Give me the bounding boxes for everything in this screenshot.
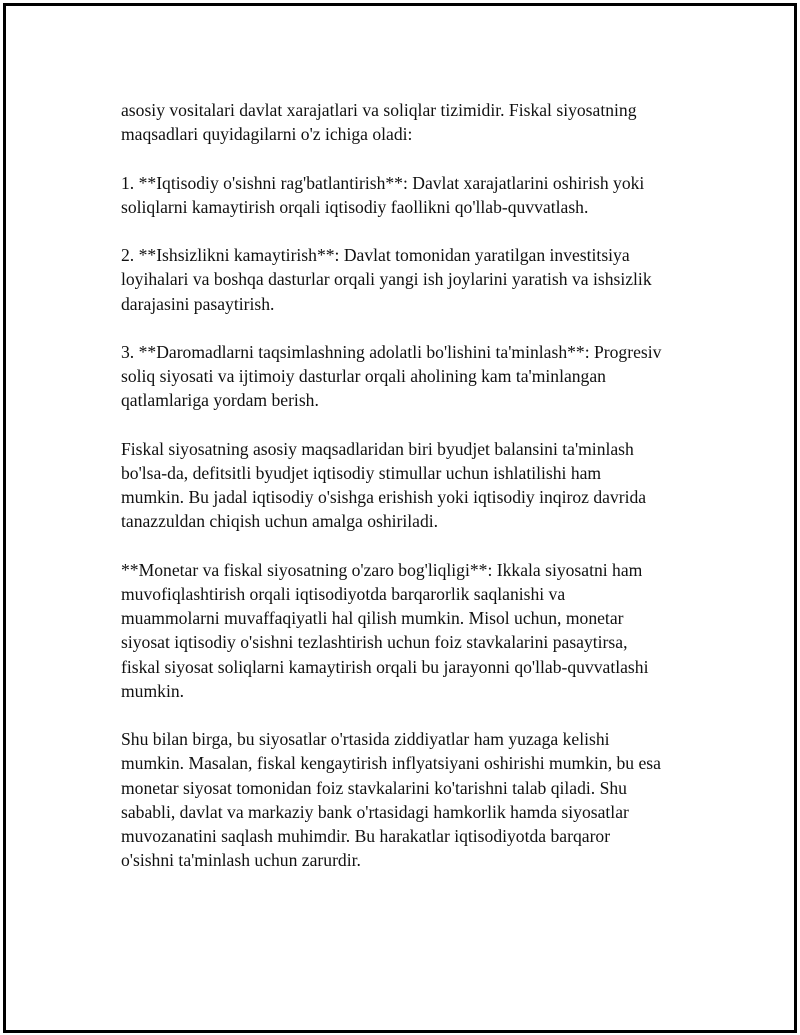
text-line: mumkin. xyxy=(121,680,185,701)
text-line: fiskal siyosat soliqlarni kamaytirish orqali bu jarayonni qo'llab-quvvatlashi xyxy=(121,656,649,677)
text-line: asosiy vositalari davlat xarajatlari va soliqlar tizimidir. Fiskal siyosatning xyxy=(121,100,637,120)
text-line: 1. **Iqtisodiy o'sishni rag'batlantirish**: Davlat xarajatlarini oshirish yoki xyxy=(121,172,645,193)
page-frame xyxy=(3,3,797,1033)
text-line: tanazzuldan chiqish uchun amalga oshiriladi. xyxy=(121,511,439,532)
text-line: soliqlarni kamaytirish orqali iqtisodiy faollikni qo'llab-quvvatlash. xyxy=(121,196,589,217)
paragraph-budget xyxy=(121,437,701,534)
text-line: muvofiqlashtirish orqali iqtisodiyotda barqarorlik saqlanishi va xyxy=(121,583,566,604)
text-line: o'sishni ta'minlash uchun zarurdir. xyxy=(121,850,361,871)
text-line: monetar siyosat tomonidan foiz stavkalarini ko'tarishni talab qiladi. Shu xyxy=(121,777,627,798)
text-line: muammolarni muvaffaqiyatli hal qilish mumkin. Misol uchun, monetar xyxy=(121,608,624,629)
paragraph-intro xyxy=(121,98,701,146)
paragraph-interdependence xyxy=(121,558,701,703)
paragraph-item-1 xyxy=(121,171,701,219)
text-line: muvozanatini saqlash muhimdir. Bu harakatlar iqtisodiyotda barqaror xyxy=(121,826,611,846)
text-line: soliq siyosati va ijtimoiy dasturlar orqali aholining kam ta'minlangan xyxy=(121,366,606,387)
text-line: darajasini pasaytirish. xyxy=(121,293,275,314)
text-line: mumkin. Bu jadal iqtisodiy o'sishga erishish yoki iqtisodiy inqiroz davrida xyxy=(121,487,647,508)
text-line: **Monetar va fiskal siyosatning o'zaro bog'liqligi**: Ikkala siyosatni ham xyxy=(121,559,643,580)
text-line: mumkin. Masalan, fiskal kengaytirish inflyatsiyani oshirishi mumkin, bu esa xyxy=(121,753,661,774)
text-line: 2. **Ishsizlikni kamaytirish**: Davlat tomonidan yaratilgan investitsiya xyxy=(121,245,630,266)
text-line: Shu bilan birga, bu siyosatlar o'rtasida ziddiyatlar ham yuzaga kelishi xyxy=(121,729,610,750)
document-body xyxy=(121,98,701,897)
text-line: loyihalari va boshqa dasturlar orqali yangi ish joylarini yaratish va ishsizlik xyxy=(121,269,652,290)
text-line: 3. **Daromadlarni taqsimlashning adolatli bo'lishini ta'minlash**: Progresiv xyxy=(121,341,662,362)
paragraph-item-2 xyxy=(121,243,701,316)
text-line: bo'lsa-da, defitsitli byudjet iqtisodiy stimullar uchun ishlatilishi ham xyxy=(121,462,602,483)
text-line: qatlamlariga yordam berish. xyxy=(121,390,319,411)
paragraph-conclusion xyxy=(121,727,701,872)
text-line: siyosat iqtisodiy o'sishni tezlashtirish uchun foiz stavkalarini pasaytirsa, xyxy=(121,632,628,653)
text-line: maqsadlari quyidagilarni o'z ichiga oladi: xyxy=(121,124,413,145)
text-line: sababli, davlat va markaziy bank o'rtasidagi hamkorlik hamda siyosatlar xyxy=(121,801,629,822)
text-line: Fiskal siyosatning asosiy maqsadlaridan biri byudjet balansini ta'minlash xyxy=(121,438,634,459)
paragraph-item-3 xyxy=(121,340,701,413)
